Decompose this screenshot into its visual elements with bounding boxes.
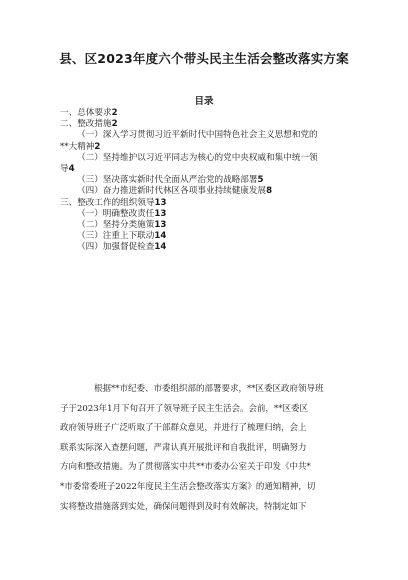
body-line: 根据**市纪委、市委组织部的部署要求，**区委区政府领导班 [94, 384, 324, 394]
toc-item[interactable] [60, 231, 360, 242]
toc-item-text: （二）坚持维护以习近平同志为核心的党中央权威和集中统一领 [77, 152, 318, 163]
toc-item[interactable] [60, 242, 360, 253]
table-of-contents [60, 108, 360, 254]
toc-item-text: （四）加强督促检查 [77, 242, 155, 253]
toc-item-page: 14 [154, 242, 167, 253]
toc-item-text-continued: **大精神 [60, 141, 95, 152]
body-line: *市委常委班子2022年度民主生活会整改落实方案》的通知精神，切 [60, 481, 316, 492]
toc-item[interactable] [60, 108, 360, 119]
toc-heading: 目录 [194, 96, 214, 107]
toc-item[interactable] [60, 175, 360, 186]
toc-item-text: （三）坚决落实新时代全面从严治党的战略部署 [77, 175, 258, 186]
toc-item-text: 二、整改措施 [60, 119, 112, 130]
body-line: 方向和整改措施。为了贯彻落实中共**市委办公室关于印发《中共* [60, 462, 311, 473]
toc-item-text: （三）注重上下联动 [77, 231, 155, 242]
toc-item-page: 8 [266, 186, 273, 197]
toc-item-page: 5 [257, 175, 264, 186]
toc-item-text: （二）坚持分类施策 [77, 220, 155, 231]
toc-item-page: 14 [154, 231, 167, 242]
toc-item[interactable] [60, 198, 360, 209]
toc-item-text: （一）明确整改责任 [77, 208, 155, 219]
toc-item-text: 一、总体要求 [60, 108, 112, 118]
toc-item[interactable] [60, 186, 360, 197]
body-line: 联系实际深入查摆问题，严肃认真开展批评和自我批评，明确努力 [60, 442, 307, 453]
toc-item-page: 13 [154, 220, 167, 231]
toc-item-text: （一）深入学习贯彻习近平新时代中国特色社会主义思想和党的 [77, 130, 318, 141]
toc-item[interactable] [60, 153, 360, 175]
body-paragraph [60, 380, 350, 517]
toc-item-page: 13 [154, 208, 167, 219]
toc-item-page: 2 [94, 141, 101, 152]
document-title: 县、区2023年度六个带头民主生活会整改落实方案 [59, 51, 349, 66]
toc-item-text: 三、整改工作的组织领导 [60, 197, 155, 208]
toc-item-page: 4 [68, 164, 75, 175]
body-line: 子于2023年1月下旬召开了领导班子民主生活会。会前，**区委区 [60, 403, 309, 414]
toc-item-page: 2 [111, 108, 118, 118]
toc-item-text-continued: 导 [60, 164, 69, 175]
toc-item-page: 13 [154, 197, 167, 208]
body-line: 政府领导班子广泛听取了干部群众意见，并进行了梳理归纳，会上 [60, 423, 307, 434]
toc-item-page: 2 [111, 119, 118, 130]
toc-item[interactable] [60, 119, 360, 130]
toc-item[interactable] [60, 209, 360, 220]
toc-item[interactable] [60, 220, 360, 231]
toc-item-text: （四）奋力推进新时代林区各项事业持续健康发展 [77, 186, 267, 197]
body-line: 实将整改措施落到实处，确保问题得到及时有效解决，特制定如下 [60, 501, 307, 512]
toc-item[interactable] [60, 130, 360, 152]
